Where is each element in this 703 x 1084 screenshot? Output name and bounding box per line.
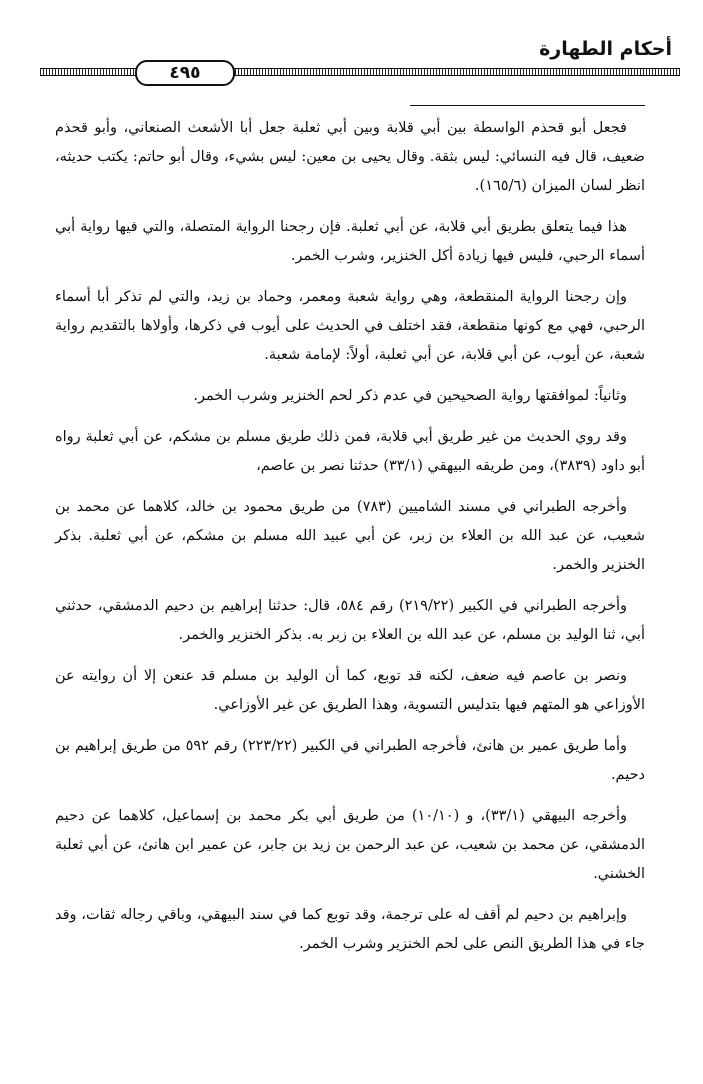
- paragraph: وإبراهيم بن دحيم لم أقف له على ترجمة، وقد توبع كما في سند البيهقي، وباقي رجاله ثقات، وقد جاء في هذا الطريق النص على لحم الخنزير وشرب الخمر.: [55, 907, 645, 952]
- paragraph: وإن رجحنا الرواية المنقطعة، وهي رواية شعبة ومعمر، وحماد بن زيد، والتي لم تذكر أبا أسماء الرحبي، فهي مع كونها منقطعة، فقد اختلف في الحديث على أيوب في ذكرها، وأولاها بالتقديم رواية شعبة، عن أيوب، عن أبي قلابة، عن أبي ثعلبة، أولاً: لإمامة شعبة.: [55, 289, 645, 363]
- page-header: [40, 28, 680, 88]
- header-rule: [40, 63, 680, 83]
- paragraph: وأخرجه الطبراني في الكبير (٢١٩/٢٢) رقم ٥٨٤، قال: حدثنا إبراهيم بن دحيم الدمشقي، حدثني أبي، ثنا الوليد بن مسلم، عن عبد الله بن العلاء بن زبر به. بذكر الخنزير والخمر.: [55, 598, 645, 643]
- paragraph: وثانياً: لموافقتها رواية الصحيحين في عدم ذكر لحم الخنزير وشرب الخمر.: [193, 388, 627, 404]
- paragraph: هذا فيما يتعلق بطريق أبي قلابة، عن أبي ثعلبة. فإن رجحنا الرواية المتصلة، والتي فيها رواية أبي أسماء الرحبي، فليس فيها زيادة أكل الخنزير، وشرب الخمر.: [55, 219, 645, 264]
- running-title: أحكام الطهارة: [539, 38, 672, 60]
- paragraph: ونصر بن عاصم فيه ضعف، لكنه قد توبع، كما أن الوليد بن مسلم قد عنعن إلا أن روايته عن الأوزاعي هو المتهم فيها بتدليس التسوية، وهذا الطريق عن غير الأوزاعي.: [55, 668, 645, 713]
- footnote-separator: [410, 105, 645, 106]
- paragraph: وأخرجه الطبراني في مسند الشاميين (٧٨٣) من طريق محمود بن خالد، كلاهما عن محمد بن شعيب، عن عبد الله بن العلاء بن زبر، عن أبي عبيد الله مسلم بن مشكم، عن أبي ثعلبة. بذكر الخنزير والخمر.: [55, 499, 645, 573]
- paragraph: وأما طريق عمير بن هانئ، فأخرجه الطبراني في الكبير (٢٢٣/٢٢) رقم ٥٩٢ من طريق إبراهيم بن دحيم.: [55, 738, 645, 783]
- page-number: ٤٩٥: [135, 60, 235, 86]
- paragraph: فجعل أبو قحذم الواسطة بين أبي قلابة وبين أبي ثعلبة جعل أبا الأشعث الصنعاني، وأبو قحذم ضعيف، قال فيه النسائي: ليس بثقة. وقال يحيى بن معين: ليس بشيء، وقال أبو حاتم: يكتب حديثه، انظر لسان الميزان (١٦٥/٦).: [55, 120, 645, 194]
- paragraph: وقد روي الحديث من غير طريق أبي قلابة، فمن ذلك طريق مسلم بن مشكم، عن أبي ثعلبة رواه أبو داود (٣٨٣٩)، ومن طريقه البيهقي (٣٣/١) حدثنا نصر بن عاصم،: [55, 429, 645, 474]
- body-text: [55, 114, 645, 971]
- paragraph: وأخرجه البيهقي (٣٣/١)، و (١٠/١٠) من طريق أبي بكر محمد بن إسماعيل، كلاهما عن دحيم الدمشقي، عن محمد بن شعيب، عن عبد الرحمن بن زيد بن جابر، عن عمير ابن هانئ، عن أبي ثعلبة الخشني.: [55, 808, 645, 882]
